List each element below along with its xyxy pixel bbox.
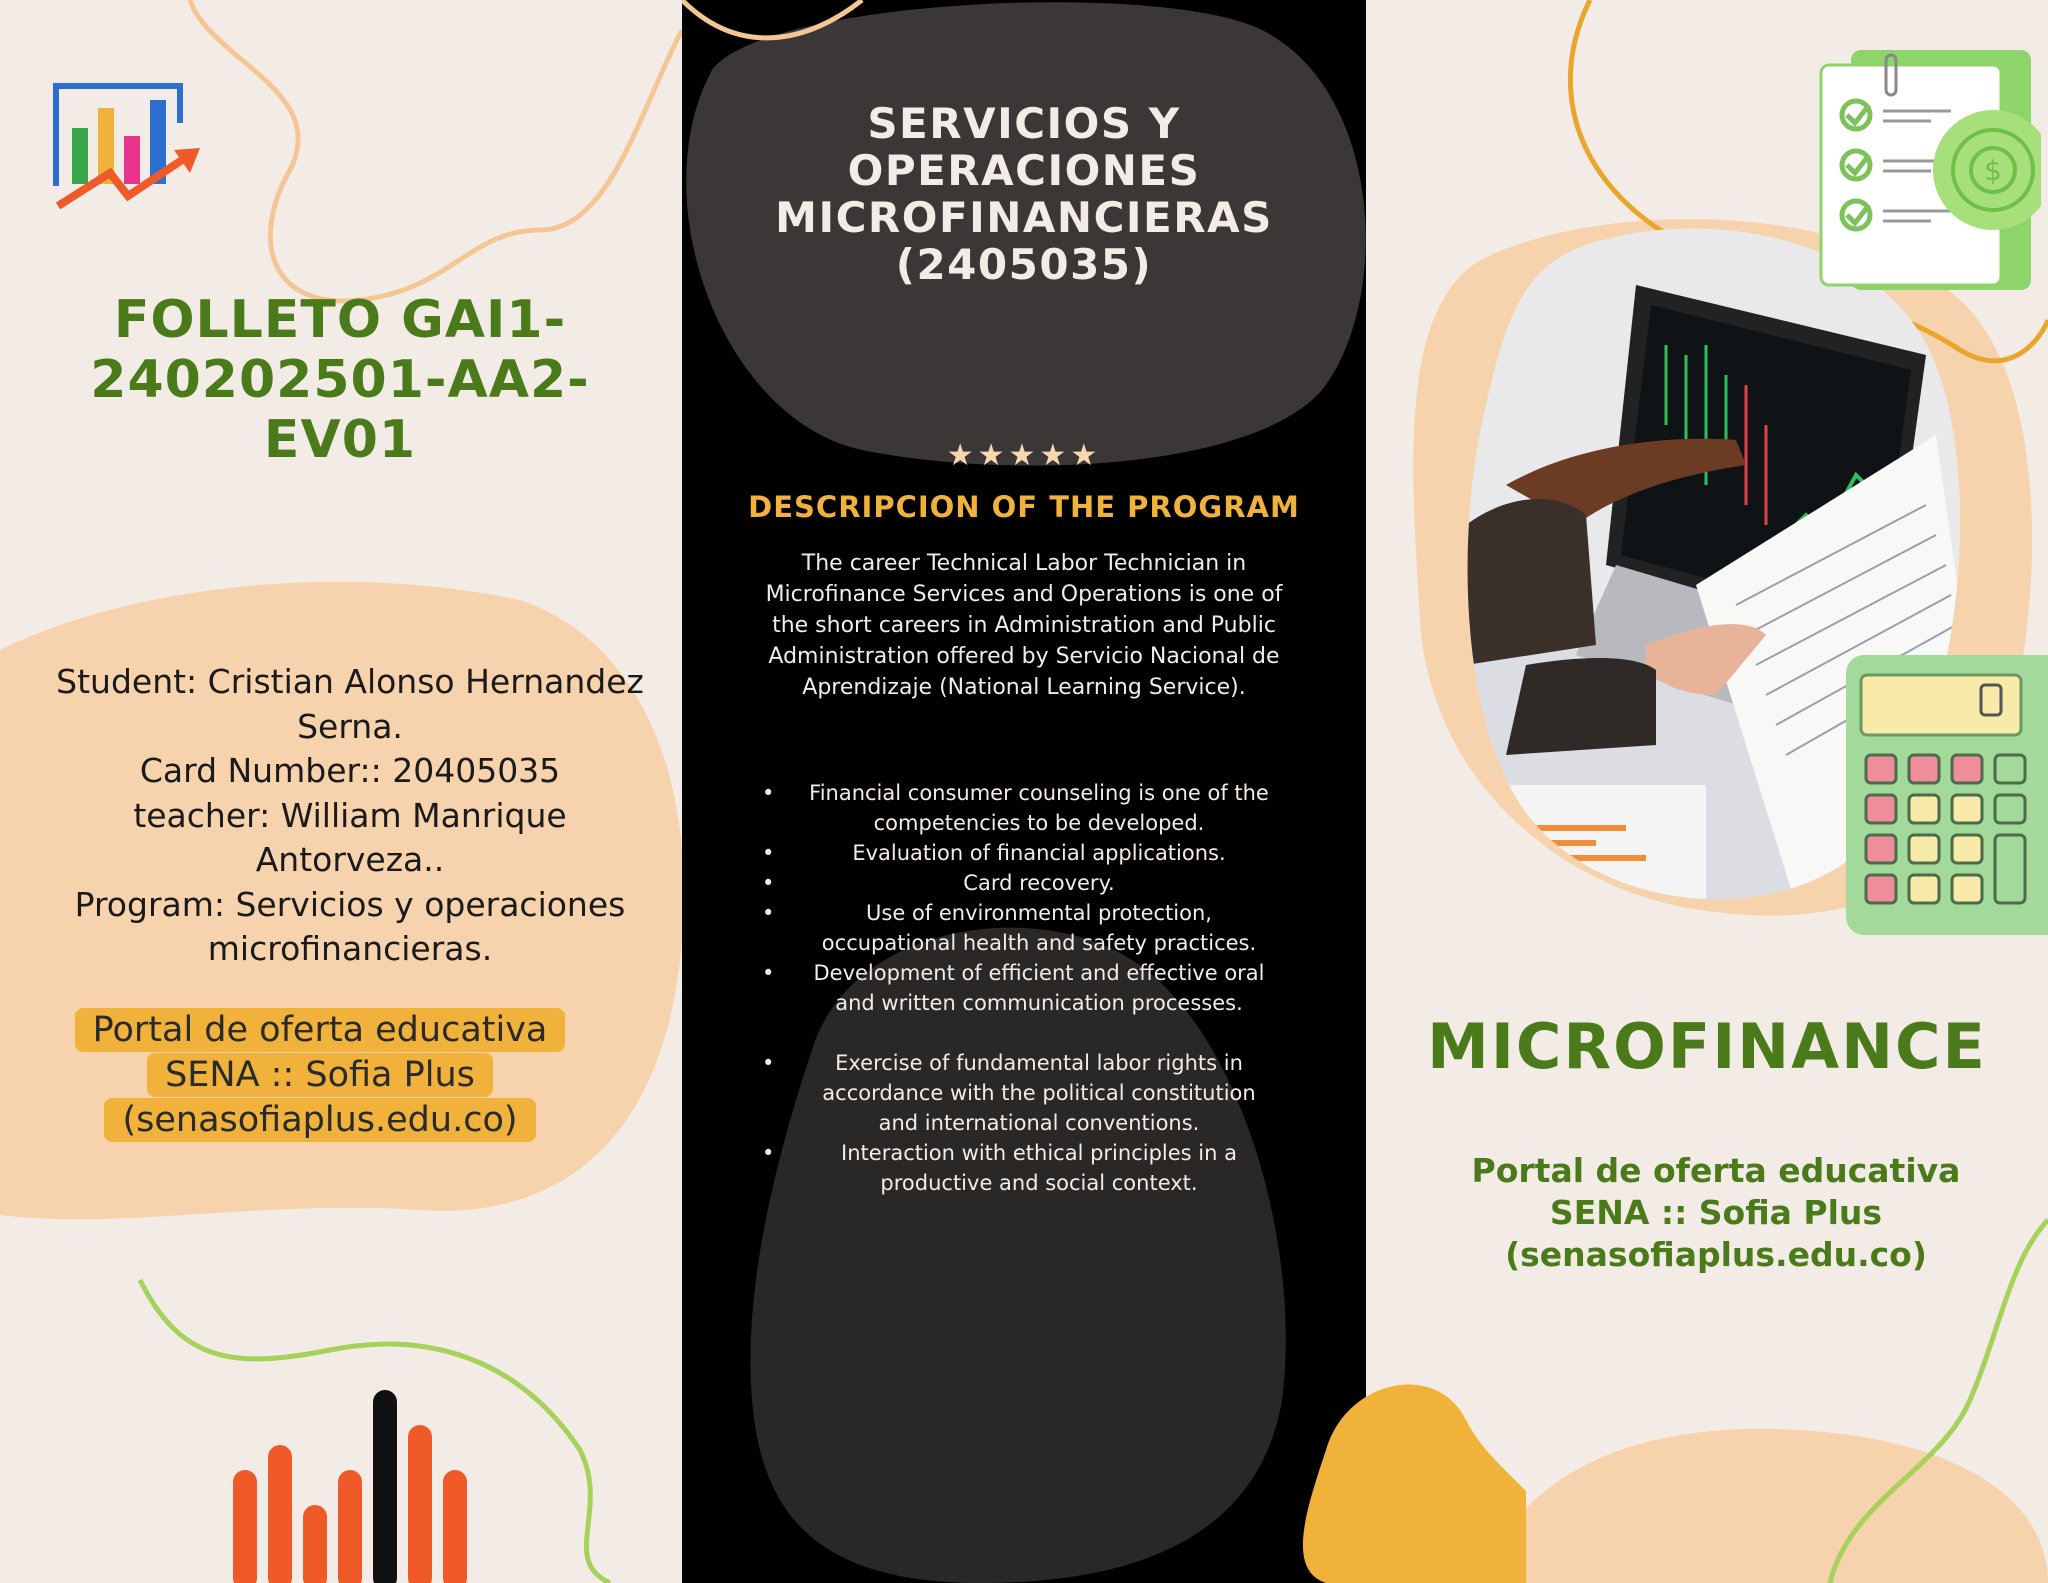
orange-blob-decoration xyxy=(1266,1360,1526,1583)
description-heading: DESCRIPCION OF THE PROGRAM xyxy=(748,490,1300,524)
list-item: • Exercise of fundamental labor rights in accordance with the political constitution and international conventions. xyxy=(762,1048,1286,1138)
folleto-title: FOLLETO GAI1-240202501-AA2-EV01 xyxy=(90,290,590,470)
program-title: SERVICIOS Y OPERACIONES MICROFINANCIERAS (2405035) xyxy=(775,99,1273,289)
student-name: Student: Cristian Alonso Hernandez Serna. xyxy=(56,662,644,746)
list-item: • Use of environmental protection, occupational health and safety practices. xyxy=(762,898,1286,958)
calculator-icon xyxy=(1841,650,2048,940)
bar-graph-decoration-icon xyxy=(225,1390,485,1583)
list-item: • Interaction with ethical principles in a productive and social context. xyxy=(762,1138,1286,1198)
list-item: • Financial consumer counseling is one of the competencies to be developed. xyxy=(762,778,1286,838)
program-description: The career Technical Labor Technician in Microfinance Services and Operations is one of the short careers in Administration and Public Administration offered by Servicio Nacional de Aprendizaje (National Learning Service). xyxy=(765,551,1283,700)
student-info xyxy=(40,660,660,972)
microfinance-title: MICROFINANCE xyxy=(1427,1010,1987,1083)
portal-left-box[interactable] xyxy=(50,1008,590,1143)
bar-chart-arrow-icon xyxy=(50,78,210,218)
left-panel xyxy=(0,0,682,1583)
card-number: Card Number:: 20405035 xyxy=(139,751,561,790)
list-item: • Card recovery. xyxy=(762,868,1286,898)
right-panel xyxy=(1366,0,2048,1583)
competencies-list xyxy=(762,778,1286,1198)
teacher-name: teacher: William Manrique Antorveza.. xyxy=(133,795,567,879)
dollar-coin-icon xyxy=(1931,100,2041,240)
portal-right-link[interactable]: Portal de oferta educativa SENA :: Sofia Plus (senasofiaplus.edu.co) xyxy=(1471,1151,1961,1274)
program-name: Program: Servicios y operaciones microfinancieras. xyxy=(74,884,626,968)
list-item: • Evaluation of financial applications. xyxy=(762,838,1286,868)
svg-text:$: $ xyxy=(1984,154,2002,187)
rating-stars: ★★★★★ xyxy=(946,438,1102,473)
middle-panel xyxy=(682,0,1366,1583)
list-item: • Development of efficient and effective oral and written communication processes. xyxy=(762,958,1286,1018)
portal-left-link[interactable]: Portal de oferta educativa SENA :: Sofia Plus (senasofiaplus.edu.co) xyxy=(75,1008,566,1142)
